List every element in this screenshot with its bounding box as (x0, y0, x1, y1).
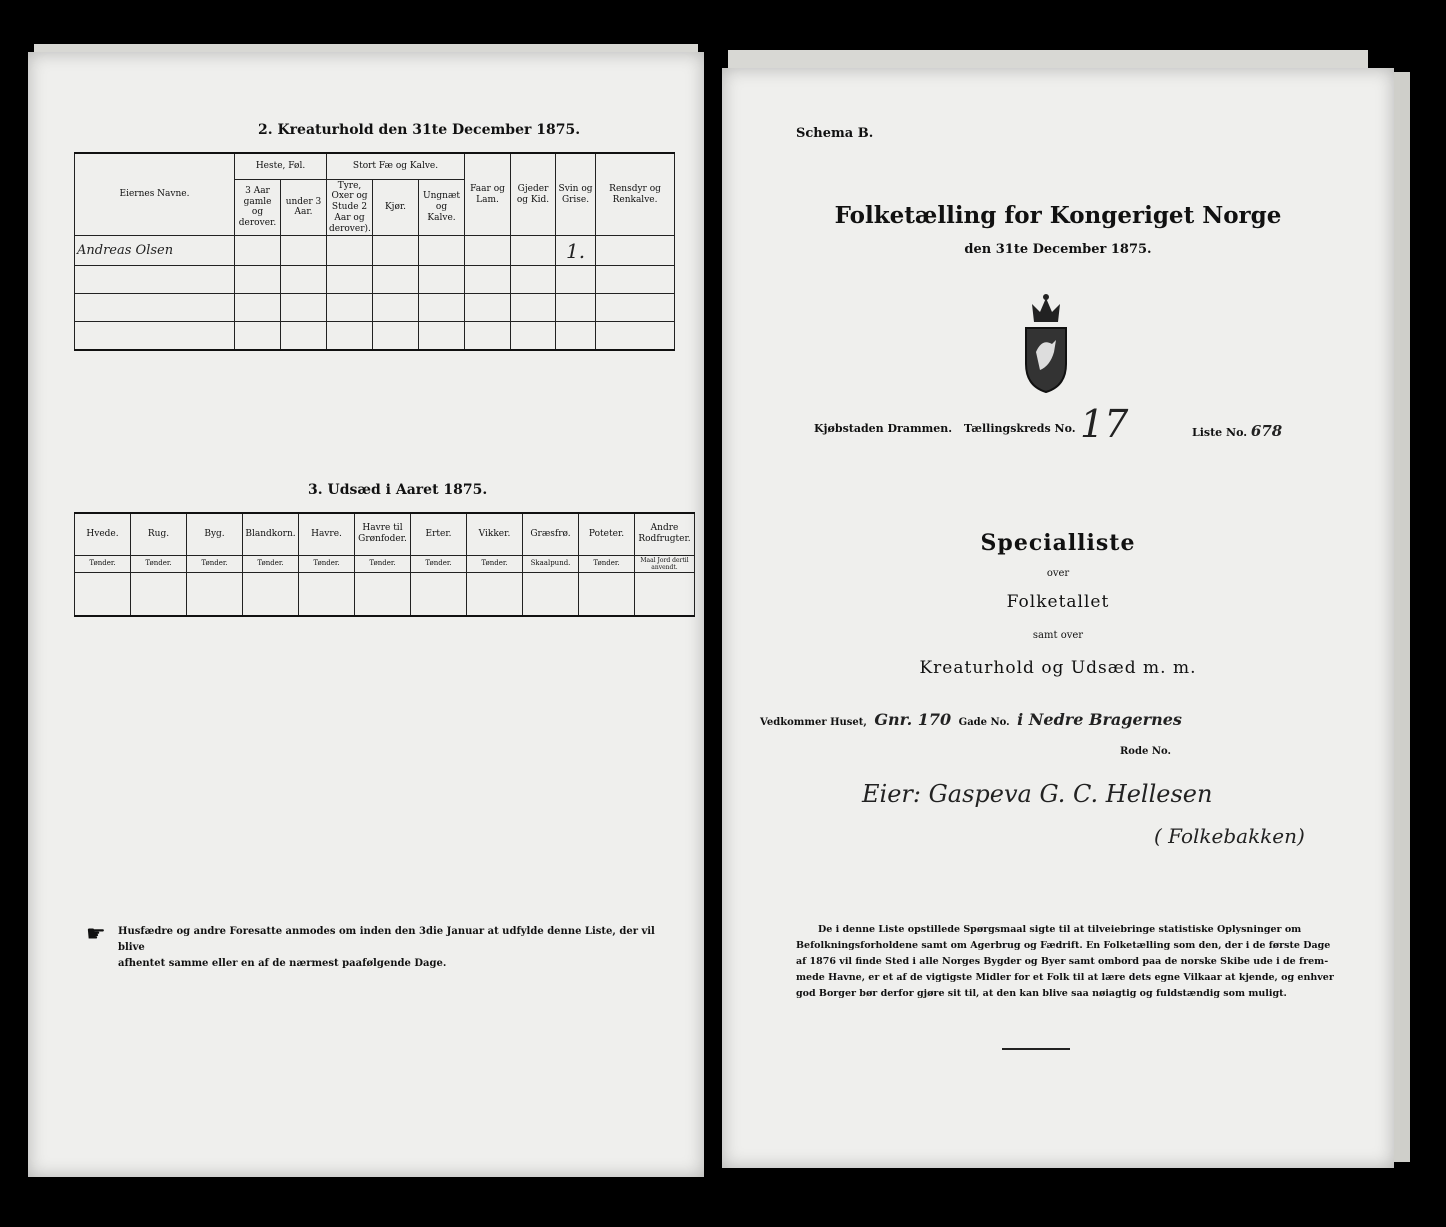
col-erter: Erter. (411, 513, 467, 555)
footnote-line: De i denne Liste opstillede Spørgsmaal sigte til at tilveiebringe statistiske Oplysninger om (818, 924, 1302, 935)
col-heste: Heste, Føl. (235, 153, 327, 179)
col-poteter: Poteter. (579, 513, 635, 555)
footnote-line: Befolkningsforholdene samt om Agerbrug og Fædrift. En Folketælling som den, der i de første Dage (796, 940, 1331, 951)
pointing-hand-icon: ☛ (86, 922, 106, 947)
table-row (75, 294, 675, 322)
col-blandkorn: Blandkorn. (243, 513, 299, 555)
col-gjeder: Gjeder og Kid. (511, 153, 556, 236)
unit: Tønder. (467, 555, 523, 572)
col-svin: Svin og Grise. (556, 153, 596, 236)
col-stort-fae: Stort Fæ og Kalve. (327, 153, 465, 179)
unit: Tønder. (299, 555, 355, 572)
over-text: over (1046, 568, 1070, 579)
samt-over-text: samt over (1032, 630, 1084, 641)
unit: Tønder. (579, 555, 635, 572)
kjobstad-label: Kjøbstaden Drammen. (814, 422, 953, 435)
col-havre-gronfoder: Havre til Grønfoder. (355, 513, 411, 555)
liste-number: 678 (1250, 422, 1283, 440)
specialliste-title: Specialliste (980, 530, 1136, 556)
seed-table (74, 512, 695, 617)
col-havre: Havre. (299, 513, 355, 555)
unit: Skaalpund. (523, 555, 579, 572)
main-title: Folketælling for Kongeriget Norge (834, 202, 1282, 229)
seed-units-row (75, 555, 695, 572)
col-fae-a: Tyre, Oxer og Stude 2 Aar og derover). (327, 179, 373, 236)
right-page (722, 68, 1394, 1168)
table-row (75, 236, 675, 266)
liste-label: Liste No. (1192, 426, 1248, 439)
gade-label: Gade No. (958, 717, 1010, 728)
kjobstad-line (814, 422, 1076, 435)
owner-handwriting: Eier: Gaspeva G. C. Hellesen (862, 780, 1213, 808)
kreds-label: Tællingskreds No. (963, 422, 1076, 435)
unit: Tønder. (187, 555, 243, 572)
unit: Tønder. (131, 555, 187, 572)
unit: Tønder. (411, 555, 467, 572)
kreds-number: 17 (1080, 402, 1129, 446)
col-faar: Faar og Lam. (465, 153, 511, 236)
col-byg: Byg. (187, 513, 243, 555)
col-fae-c: Ungnæt og Kalve. (419, 179, 465, 236)
page-edge (728, 50, 1368, 70)
vedkommer-label: Vedkommer Huset, (760, 717, 867, 728)
col-heste-a: 3 Aar gamle og derover. (235, 179, 281, 236)
notice (118, 924, 678, 972)
rode-label: Rode No. (1120, 746, 1171, 757)
table-row (75, 266, 675, 294)
schema-label: Schema B. (796, 126, 874, 141)
gade-hand: i Nedre Bragernes (1017, 710, 1182, 729)
section3-title: 3. Udsæd i Aaret 1875. (308, 482, 488, 498)
census-date: den 31te December 1875. (964, 242, 1152, 257)
unit: Tønder. (75, 555, 131, 572)
unit: Tønder. (355, 555, 411, 572)
section2-title: 2. Kreaturhold den 31te December 1875. (258, 122, 581, 138)
footnote-line: af 1876 vil finde Sted i alle Norges Bygder og Byer samt ombord paa de norske Skibe ude i de frem- (796, 956, 1329, 967)
unit: Maal Jord dertil anvendt. (635, 555, 695, 572)
col-rensdyr: Rensdyr og Renkalve. (596, 153, 675, 236)
col-vikker: Vikker. (467, 513, 523, 555)
kreaturhold-text: Kreaturhold og Udsæd m. m. (919, 658, 1197, 678)
col-eiernes-navne: Eiernes Navne. (75, 153, 235, 236)
col-fae-b: Kjør. (373, 179, 419, 236)
page-edge (1394, 72, 1410, 1162)
col-heste-b: under 3 Aar. (281, 179, 327, 236)
footnote (796, 922, 1372, 1002)
col-graesfro: Græsfrø. (523, 513, 579, 555)
coat-of-arms-icon (1022, 294, 1070, 394)
livestock-table (74, 152, 675, 351)
vedkommer-hand: Gnr. 170 (874, 710, 952, 729)
liste-line (1192, 422, 1282, 440)
owner-name: Andreas Olsen (75, 236, 235, 266)
col-andre-rodfrugter: Andre Rodfrugter. (635, 513, 695, 555)
footnote-line: mede Havne, er et af de vigtigste Midler for et Folk til at lære dets egne Vilkaar at kjende, og enhver (796, 972, 1334, 983)
notice-line-2: afhentet samme eller en af de nærmest paafølgende Dage. (118, 958, 447, 969)
table-row (75, 322, 675, 350)
seed-header-row (75, 513, 695, 555)
col-rug: Rug. (131, 513, 187, 555)
divider (1002, 1048, 1070, 1050)
unit: Tønder. (243, 555, 299, 572)
svin-count: 1. (556, 236, 596, 266)
table-row (75, 572, 695, 616)
col-hvede: Hvede. (75, 513, 131, 555)
footnote-line: god Borger bør derfor gjøre sit til, at den kan blive saa nøiagtig og fuldstændig som muligt. (796, 988, 1287, 999)
folketallet-text: Folketallet (1006, 592, 1110, 612)
vedkommer-line (760, 710, 1182, 729)
left-page (28, 52, 704, 1177)
owner-handwriting-2: ( Folkebakken) (1154, 824, 1305, 848)
notice-line-1: Husfædre og andre Foresatte anmodes om inden den 3die Januar at udfylde denne Liste, der vil blive (118, 926, 655, 953)
